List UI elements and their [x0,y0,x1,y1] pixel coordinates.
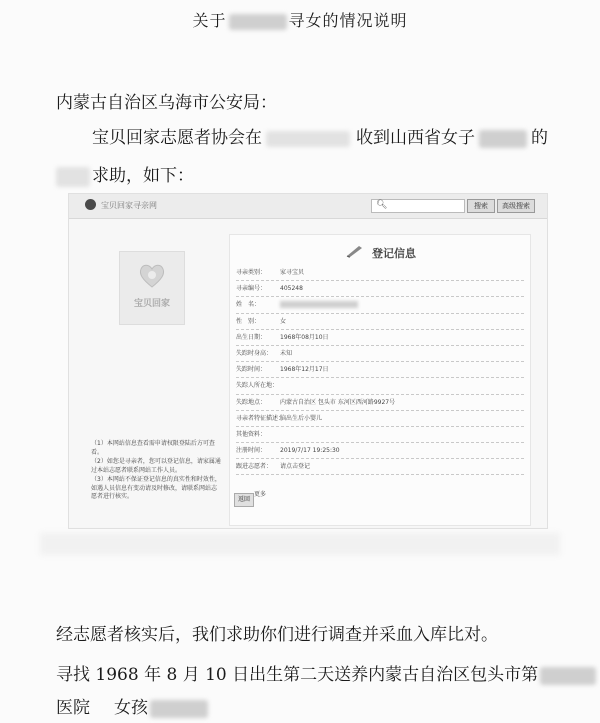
advanced-search-button[interactable]: 高级搜索 [497,199,535,213]
site-topbar [69,194,547,219]
intro-part3: 的 [531,128,548,148]
info-row [236,281,524,297]
girl-text: 女孩 [114,698,148,718]
row-label: 注册时间： [236,447,267,455]
row-label: 出生日期： [236,333,267,341]
row-value: 1968年12月17日 [280,366,329,374]
row-label: 失踪地点： [236,398,267,406]
row-value: 未知 [280,349,293,357]
return-button[interactable]: 返回 [234,493,254,507]
info-row [236,362,524,378]
row-label: 性 别： [236,317,261,325]
row-value: 内蒙古自治区 包头市 东河区西河路9927号 [280,398,396,406]
site-logo-icon [85,199,96,210]
search-icon: 🔍︎ [376,200,388,210]
info-row [236,265,524,281]
heart-logo-icon [138,262,166,290]
search-input[interactable] [371,199,465,213]
row-label: 寻亲类别： [236,269,267,276]
org-logo-text: 宝贝回家 [133,299,170,309]
row-value: 请点击登记 [280,463,311,471]
redacted-value [280,301,358,308]
info-row [236,411,524,427]
redacted-hospital [540,667,596,685]
hospital-text: 医院 [56,698,90,718]
intro-part2: 收到山西省女子 [356,128,475,148]
row-value: 2019/7/17 19:25:30 [280,447,340,455]
row-value: 1968年08月10日 [280,333,329,341]
panel-title: 登记信息 [372,247,416,260]
intro-line [92,123,548,148]
note-item: （1）本网站信息查看需申请权限登陆后方可查看。 [91,440,215,456]
title-suffix: 寻女的情况说明 [288,11,408,30]
note-item: （3）本网站不保证登记信息的真实性和时效性，如遇人员信息有变动请及时修改，请联系网站志愿者进行核实。 [91,476,221,500]
redacted-name [56,167,90,187]
redacted-name [229,14,287,30]
row-label: 失踪人所在地： [236,382,279,390]
info-row [236,378,524,394]
row-label: 失踪时间： [236,366,267,374]
info-row [236,346,524,362]
row-label: 其他资料： [236,430,267,438]
row-label: 跟进志愿者： [236,463,273,471]
org-logo [119,251,185,325]
info-row [236,459,524,475]
info-row [236,427,524,443]
row-label: 姓 名： [236,301,261,309]
row-label: 寻亲编号： [236,285,267,293]
note-item: （2）如您是寻亲者，您可以登记信息，请家属通过本站志愿者联系网站工作人员。 [91,458,221,474]
more-link[interactable]: 更多 [254,491,267,498]
search-line-text: 寻找 1968 年 8 月 10 日出生第二天送养内蒙古自治区包头市第 [56,665,539,685]
document-title [0,8,600,31]
hospital-line [56,693,208,718]
redacted-name [150,700,208,718]
search-button[interactable]: 搜索 [467,199,495,213]
embedded-screenshot [68,193,548,529]
info-row [236,395,524,411]
info-row [236,314,524,330]
row-value: 405248 [280,285,303,293]
redacted-date [266,131,350,147]
info-row [236,330,524,346]
intro-part1: 宝贝回家志愿者协会在 [92,128,262,148]
site-notes [91,440,221,503]
search-line [56,660,596,685]
addressee: 内蒙古自治区乌海市公安局： [56,93,277,113]
pencil-icon [346,244,364,258]
intro2-text: 求助，如下： [92,166,194,186]
info-rows [236,265,524,475]
info-row [236,297,524,313]
row-value: 脑出生后小婴儿 [280,414,323,422]
site-name: 宝贝回家寻亲网 [101,201,157,210]
title-prefix: 关于 [192,11,227,30]
row-value: 家寻宝贝 [280,269,305,276]
redacted-area [40,533,560,555]
redacted-name [479,130,527,148]
intro-line-2 [56,161,194,187]
row-label: 寻亲者特征描述： [236,414,285,422]
row-label: 失踪时身高： [236,349,273,357]
info-row [236,443,524,459]
row-value: 女 [280,317,287,325]
request-line: 经志愿者核实后，我们求助你们进行调查并采血入库比对。 [56,625,498,645]
registration-panel [229,234,531,526]
